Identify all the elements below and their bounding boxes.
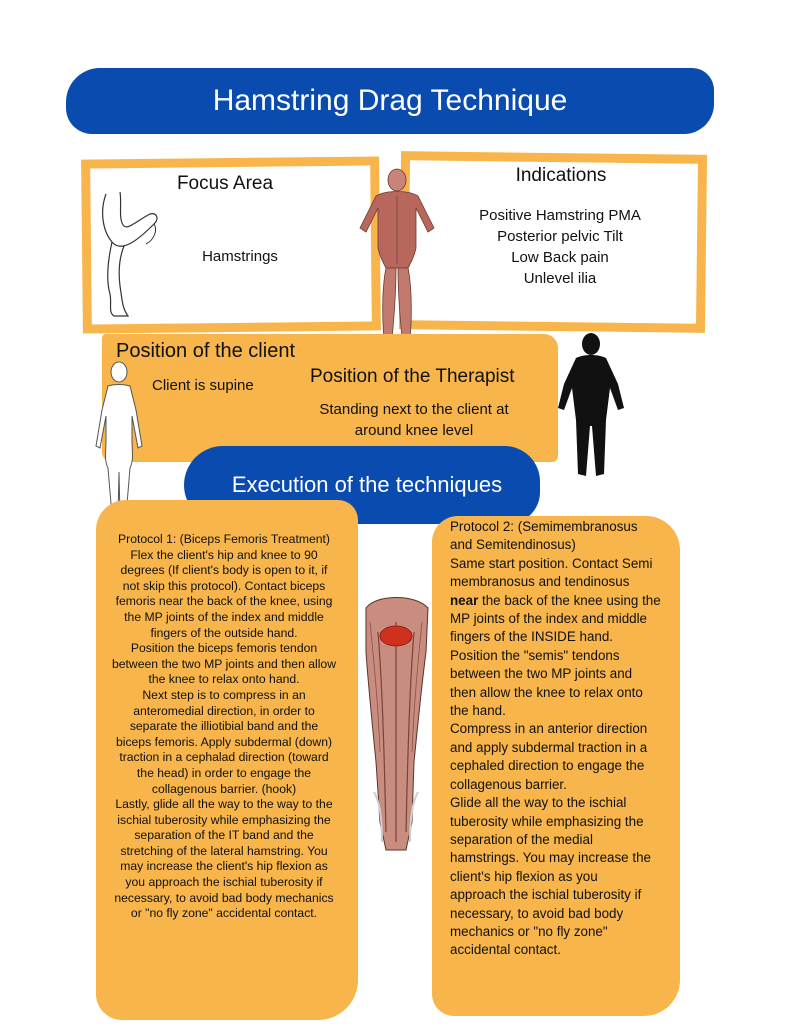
protocol-1-line: biceps femoris. Apply subdermal (down) — [115, 734, 333, 749]
protocol-2-line: accidental contact. — [450, 942, 561, 958]
protocol-1-line: Position the biceps femoris tendon — [130, 641, 318, 656]
protocol-2-line: then allow the knee to relax onto — [450, 684, 643, 700]
protocol-1-line: necessary, to avoid bad body mechanics — [114, 890, 334, 905]
protocol-2-line: Protocol 2: (Semimembranosus — [450, 519, 638, 534]
protocol-1-line: traction in a cephalad direction (toward — [119, 750, 329, 765]
protocol-1-line: between the two MP joints and then allow — [111, 656, 337, 671]
protocol-2-line: mechanics or "no fly zone" — [450, 923, 608, 939]
protocol-1-line: separate the illiotibial band and the — [129, 719, 319, 734]
protocol-2-line: hamstrings. You may increase the — [450, 850, 651, 866]
therapist-silhouette — [556, 332, 626, 478]
client-position-heading: Position of the client — [116, 340, 295, 362]
protocol-2-text — [450, 518, 676, 960]
protocol-2-line: separation of the medial — [450, 831, 593, 847]
protocol-1-line: Protocol 1: (Biceps Femoris Treatment) — [118, 532, 330, 546]
protocol-1-line: fingers of the outside hand. — [150, 625, 298, 640]
protocol-1-line: ischial tuberosity while emphasizing the — [117, 812, 331, 827]
protocol-2-line: collagenous barrier. — [450, 776, 567, 792]
protocol-2-line: and apply subdermal traction in a — [450, 739, 648, 755]
indication-item: Posterior pelvic Tilt — [497, 228, 623, 245]
focus-area-value: Hamstrings — [202, 248, 278, 265]
therapist-position-line: Standing next to the client at — [319, 401, 509, 418]
protocol-1-line: the MP joints of the index and middle — [124, 609, 324, 624]
leg-illustration — [98, 190, 164, 320]
protocol-1-line: degrees (If client's body is open to it, if — [120, 563, 328, 578]
protocol-2-line: Position the "semis" tendons — [450, 647, 620, 663]
posterior-muscle-figure — [356, 168, 438, 360]
protocol-2-line: Same start position. Contact Semi — [450, 555, 653, 571]
protocol-2-line: MP joints of the index and middle — [450, 611, 648, 627]
protocol-2-line: Glide all the way to the ischial — [450, 795, 627, 811]
emphasis-near: near — [450, 592, 479, 608]
protocol-2-line: Compress in an anterior direction — [450, 721, 648, 737]
protocol-2-line: the hand. — [450, 703, 506, 719]
protocol-2-line: membranosus and tendinosus — [450, 574, 630, 590]
protocol-1-line: you approach the ischial tuberosity if — [125, 875, 323, 890]
therapist-position-heading: Position of the Therapist — [310, 366, 515, 387]
protocol-2-line: necessary, to avoid bad body — [450, 905, 624, 921]
protocol-1-line: not skip this protocol). Contact biceps — [122, 578, 326, 593]
protocol-1-line: stretching of the lateral hamstring. You — [120, 843, 328, 858]
protocol-2-line — [450, 592, 676, 610]
indication-item: Low Back pain — [511, 249, 609, 266]
indication-item: Unlevel ilia — [523, 270, 597, 287]
indications-list — [460, 205, 660, 289]
protocol-2-line-rest: the back of the knee using the — [478, 592, 661, 608]
protocol-1-line: may increase the client's hip flexion as — [120, 859, 328, 874]
protocol-1-line: Lastly, glide all the way to the way to the — [115, 797, 333, 812]
protocol-1-line: the head) in order to engage the — [136, 765, 312, 780]
protocol-2-line: cephaled direction to engage the — [450, 758, 645, 774]
therapist-position-text — [300, 399, 528, 441]
protocol-2-line: approach the ischial tuberosity if — [450, 887, 642, 903]
title-banner — [66, 68, 714, 134]
protocol-1-line: femoris near the back of the knee, using — [115, 594, 333, 609]
client-body-outline — [86, 360, 152, 518]
protocol-2-line: client's hip flexion as you — [450, 868, 598, 884]
protocol-1-text — [104, 532, 344, 922]
protocol-1-line: separation of the IT band and the — [134, 828, 314, 843]
protocol-1-line: the knee to relax onto hand. — [148, 672, 300, 687]
protocol-1-line: or "no fly zone" accidental contact. — [130, 906, 318, 921]
protocol-1-line: collagenous barrier. (hook) — [151, 781, 297, 796]
indication-item: Positive Hamstring PMA — [479, 207, 641, 224]
protocol-2-line: between the two MP joints and — [450, 666, 633, 682]
page-title: Hamstring Drag Technique — [212, 84, 568, 117]
protocol-2-line: tuberosity while emphasizing the — [450, 813, 644, 829]
hamstring-anatomy-illustration — [356, 592, 436, 856]
protocol-1-line: Next step is to compress in an — [142, 687, 306, 702]
client-position-value: Client is supine — [152, 377, 254, 394]
focus-area-heading: Focus Area — [176, 173, 274, 194]
protocol-1-line: anteromedial direction, in order to — [133, 703, 315, 718]
protocol-2-line: fingers of the INSIDE hand. — [450, 629, 614, 645]
protocol-1-line: Flex the client's hip and knee to 90 — [130, 547, 318, 562]
execution-heading: Execution of the techniques — [231, 472, 503, 497]
protocol-2-line: and Semitendinosus) — [450, 537, 576, 553]
therapist-position-line: around knee level — [354, 422, 474, 439]
indications-heading: Indications — [515, 165, 607, 186]
